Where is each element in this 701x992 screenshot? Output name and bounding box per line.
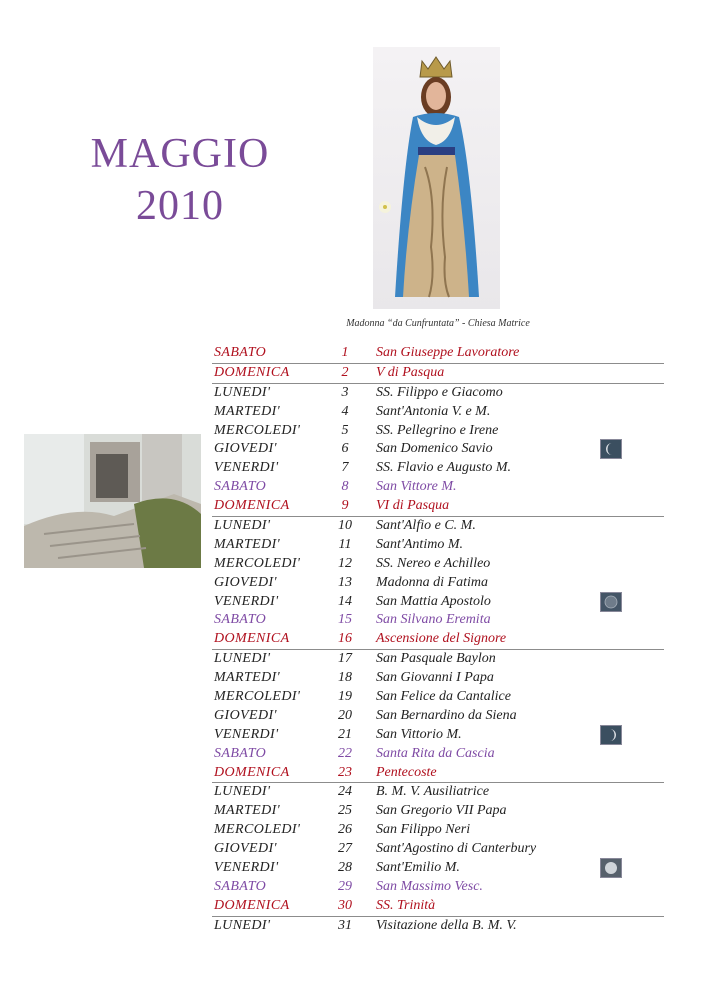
saint-name: SS. Trinità bbox=[376, 897, 436, 913]
saint-name: SS. Nereo e Achilleo bbox=[376, 555, 491, 571]
day-row bbox=[212, 764, 664, 784]
day-number: 9 bbox=[341, 498, 349, 514]
day-row bbox=[212, 497, 664, 517]
day-name: MARTEDI' bbox=[214, 536, 281, 552]
day-name: MERCOLEDI' bbox=[214, 555, 301, 571]
day-number: 18 bbox=[338, 670, 352, 686]
day-row bbox=[212, 726, 664, 745]
day-number: 1 bbox=[341, 345, 349, 360]
day-number: 23 bbox=[338, 764, 352, 780]
saint-name: San Filippo Neri bbox=[376, 822, 471, 838]
day-number: 17 bbox=[338, 651, 352, 667]
day-name: VENERDI' bbox=[214, 593, 279, 609]
saint-name: San Bernardino da Siena bbox=[376, 707, 517, 723]
saint-name: San Vittore M. bbox=[376, 479, 457, 495]
day-name: MARTEDI' bbox=[214, 670, 281, 686]
day-name: LUNEDI' bbox=[214, 518, 271, 534]
page-title-year: 2010 bbox=[136, 183, 224, 229]
day-number: 6 bbox=[341, 441, 349, 457]
day-row bbox=[212, 555, 664, 574]
day-name: LUNEDI' bbox=[214, 784, 271, 800]
saint-name: San Mattia Apostolo bbox=[376, 593, 491, 609]
day-name: GIOVEDI' bbox=[214, 441, 277, 457]
day-name: LUNEDI' bbox=[214, 384, 271, 400]
day-number: 30 bbox=[338, 897, 352, 913]
saint-name: San Silvano Eremita bbox=[376, 612, 491, 628]
day-row bbox=[212, 821, 664, 840]
day-name: MERCOLEDI' bbox=[214, 822, 301, 838]
day-name: MARTEDI' bbox=[214, 803, 281, 819]
image-caption: Madonna “da Cunfruntata” - Chiesa Matrice bbox=[346, 318, 530, 329]
day-number: 26 bbox=[338, 822, 352, 838]
day-number: 10 bbox=[338, 518, 352, 534]
day-number: 15 bbox=[338, 612, 352, 628]
day-number: 2 bbox=[341, 364, 349, 380]
day-number: 19 bbox=[338, 689, 352, 705]
day-number: 25 bbox=[338, 803, 352, 819]
saint-name: Sant'Alfio e C. M. bbox=[376, 518, 476, 534]
day-name: SABATO bbox=[214, 612, 267, 628]
new-moon-icon bbox=[600, 592, 622, 612]
day-number: 12 bbox=[338, 555, 352, 571]
day-row bbox=[212, 745, 664, 764]
saint-name: SS. Pellegrino e Irene bbox=[376, 422, 499, 438]
saint-name: B. M. V. Ausiliatrice bbox=[376, 784, 490, 800]
day-row bbox=[212, 478, 664, 497]
day-row bbox=[212, 917, 664, 936]
last-quarter-moon-icon bbox=[600, 439, 622, 459]
saint-name: Sant'Antimo M. bbox=[376, 536, 463, 552]
saint-name: Visitazione della B. M. V. bbox=[376, 917, 517, 933]
day-name: MERCOLEDI' bbox=[214, 422, 301, 438]
day-number: 31 bbox=[338, 917, 352, 933]
day-number: 8 bbox=[341, 479, 349, 495]
day-row bbox=[212, 403, 664, 422]
day-row bbox=[212, 688, 664, 707]
day-name: GIOVEDI' bbox=[214, 707, 277, 723]
day-row bbox=[212, 802, 664, 821]
day-name: SABATO bbox=[214, 745, 267, 761]
saint-name: San Giuseppe Lavoratore bbox=[376, 345, 520, 360]
day-number: 28 bbox=[338, 860, 352, 876]
day-number: 4 bbox=[341, 403, 349, 419]
day-name: DOMENICA bbox=[214, 498, 290, 514]
day-row bbox=[212, 517, 664, 536]
day-number: 21 bbox=[338, 726, 352, 742]
saint-name: Ascensione del Signore bbox=[376, 631, 507, 647]
saint-name: San Giovanni I Papa bbox=[376, 670, 494, 686]
saint-name: Madonna di Fatima bbox=[376, 574, 488, 590]
day-name: GIOVEDI' bbox=[214, 574, 277, 590]
day-name: MERCOLEDI' bbox=[214, 689, 301, 705]
day-name: DOMENICA bbox=[214, 631, 290, 647]
saint-name: Pentecoste bbox=[376, 764, 437, 780]
page-title-month: MAGGIO bbox=[90, 131, 270, 177]
day-name: SABATO bbox=[214, 878, 267, 894]
first-quarter-moon-icon bbox=[600, 725, 622, 745]
day-row bbox=[212, 707, 664, 726]
saint-name: San Massimo Vesc. bbox=[376, 878, 483, 894]
days-list bbox=[212, 344, 664, 936]
day-number: 7 bbox=[341, 460, 349, 476]
day-row bbox=[212, 630, 664, 650]
day-number: 16 bbox=[338, 631, 352, 647]
day-row bbox=[212, 593, 664, 612]
day-number: 27 bbox=[338, 841, 352, 857]
day-name: VENERDI' bbox=[214, 726, 279, 742]
day-name: SABATO bbox=[214, 479, 267, 495]
day-number: 29 bbox=[338, 878, 352, 894]
day-name: GIOVEDI' bbox=[214, 841, 277, 857]
day-row bbox=[212, 344, 664, 364]
day-number: 11 bbox=[338, 536, 352, 552]
full-moon-icon bbox=[600, 858, 622, 878]
madonna-statue-image bbox=[373, 47, 500, 309]
day-row bbox=[212, 897, 664, 917]
day-number: 20 bbox=[338, 707, 352, 723]
saint-name: Sant'Agostino di Canterbury bbox=[376, 841, 537, 857]
day-number: 13 bbox=[338, 574, 352, 590]
day-name: VENERDI' bbox=[214, 460, 279, 476]
saint-name: Sant'Antonia V. e M. bbox=[376, 403, 491, 419]
day-row bbox=[212, 859, 664, 878]
day-row bbox=[212, 574, 664, 593]
day-row bbox=[212, 364, 664, 384]
day-row bbox=[212, 384, 664, 403]
day-row bbox=[212, 669, 664, 688]
saint-name: San Vittorio M. bbox=[376, 726, 462, 742]
day-name: MARTEDI' bbox=[214, 403, 281, 419]
saint-name: Sant'Emilio M. bbox=[376, 860, 460, 876]
day-name: SABATO bbox=[214, 345, 267, 360]
day-name: DOMENICA bbox=[214, 897, 290, 913]
day-row bbox=[212, 650, 664, 669]
village-street-photo bbox=[24, 434, 201, 568]
saint-name: VI di Pasqua bbox=[376, 498, 450, 514]
day-number: 3 bbox=[341, 384, 349, 400]
saint-name: San Pasquale Baylon bbox=[376, 651, 496, 667]
day-name: LUNEDI' bbox=[214, 917, 271, 933]
day-row bbox=[212, 440, 664, 459]
saint-name: San Gregorio VII Papa bbox=[376, 803, 507, 819]
day-name: LUNEDI' bbox=[214, 651, 271, 667]
day-name: DOMENICA bbox=[214, 764, 290, 780]
day-row bbox=[212, 422, 664, 441]
day-row bbox=[212, 783, 664, 802]
saint-name: SS. Flavio e Augusto M. bbox=[376, 460, 512, 476]
day-row bbox=[212, 611, 664, 630]
saint-name: SS. Filippo e Giacomo bbox=[376, 384, 503, 400]
saint-name: Santa Rita da Cascia bbox=[376, 745, 495, 761]
saint-name: V di Pasqua bbox=[376, 364, 445, 380]
day-number: 14 bbox=[338, 593, 352, 609]
saint-name: San Domenico Savio bbox=[376, 441, 493, 457]
day-row bbox=[212, 536, 664, 555]
day-row bbox=[212, 840, 664, 859]
day-number: 5 bbox=[341, 422, 349, 438]
day-name: VENERDI' bbox=[214, 860, 279, 876]
saint-name: San Felice da Cantalice bbox=[376, 689, 511, 705]
day-number: 22 bbox=[338, 745, 352, 761]
day-row bbox=[212, 878, 664, 897]
day-number: 24 bbox=[338, 784, 352, 800]
day-row bbox=[212, 459, 664, 478]
day-name: DOMENICA bbox=[214, 364, 290, 380]
